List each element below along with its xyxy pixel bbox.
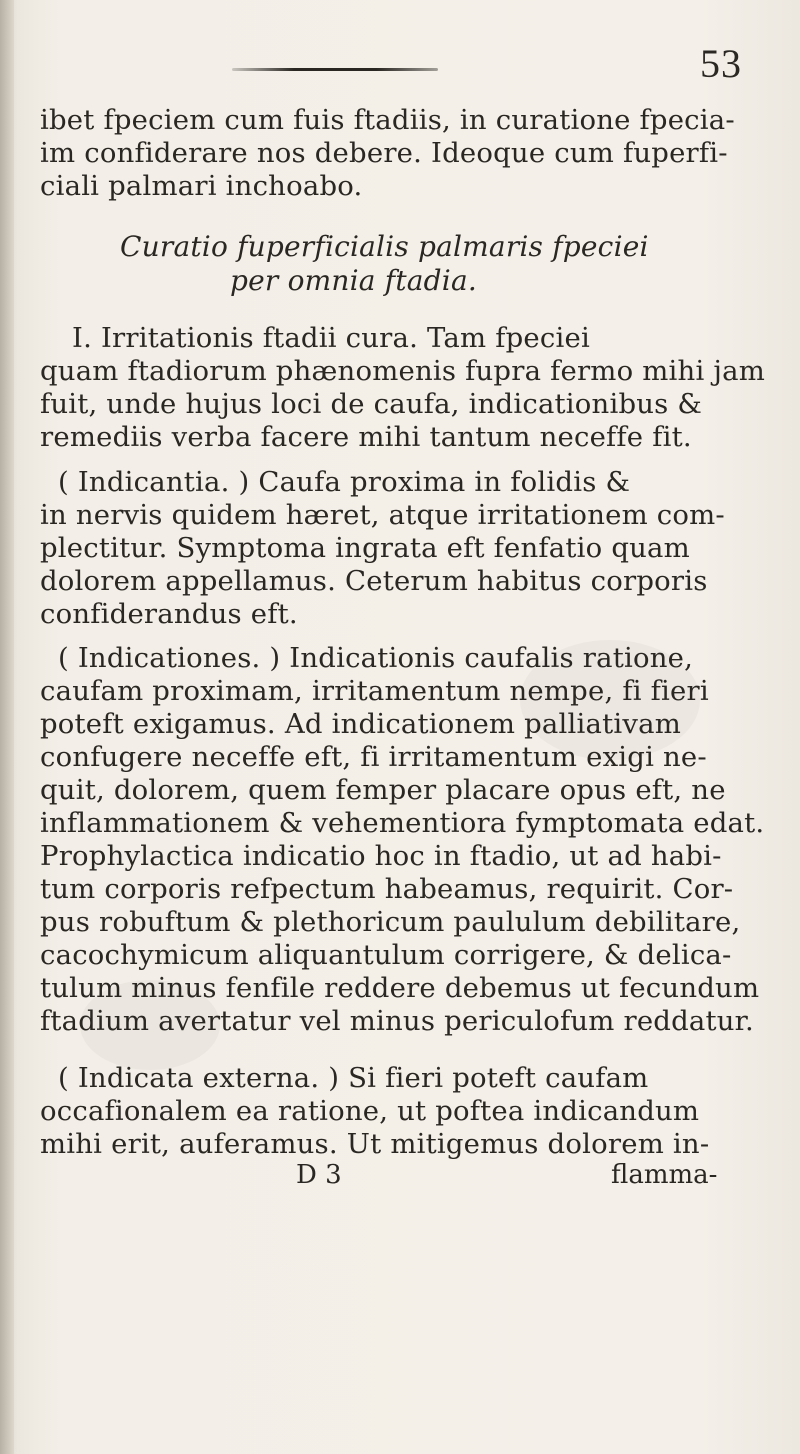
text-line: caufam proximam, irritamentum nempe, fi fieri xyxy=(40,675,709,707)
catchword: flamma- xyxy=(611,1160,718,1190)
text-line: poteft exigamus. Ad indicationem palliativam xyxy=(40,708,681,740)
text-line: cacochymicum aliquantulum corrigere, & delica- xyxy=(40,939,732,971)
text-line: I. Irritationis ftadii cura. Tam fpeciei xyxy=(72,322,590,354)
text-line: Prophylactica indicatio hoc in ftadio, ut ad habi- xyxy=(40,840,722,872)
section-heading: per omnia ftadia. xyxy=(230,264,477,297)
text-line: ibet fpeciem cum fuis ftadiis, in curatione fpecia- xyxy=(40,104,735,136)
text-line: inflammationem & vehementiora fymptomata edat. xyxy=(40,807,765,839)
text-line: confiderandus eft. xyxy=(40,598,298,630)
text-line: dolorem appellamus. Ceterum habitus corporis xyxy=(40,565,708,597)
text-line: ( Indicationes. ) Indicationis caufalis ratione, xyxy=(58,642,694,674)
header-rule xyxy=(232,68,438,71)
text-line: tum corporis refpectum habeamus, requirit. Cor- xyxy=(40,873,734,905)
text-line: mihi erit, auferamus. Ut mitigemus dolorem in- xyxy=(40,1128,710,1160)
section-heading: Curatio fuperficialis palmaris fpeciei xyxy=(120,230,649,263)
text-line: plectitur. Symptoma ingrata eft fenfatio quam xyxy=(40,532,690,564)
text-line: im confiderare nos debere. Ideoque cum fuperfi- xyxy=(40,137,728,169)
signature-mark: D 3 xyxy=(296,1160,342,1190)
text-line: pus robuftum & plethoricum paululum debilitare, xyxy=(40,906,741,938)
text-line: quit, dolorem, quem femper placare opus eft, ne xyxy=(40,774,726,806)
text-line: ( Indicantia. ) Caufa proxima in folidis & xyxy=(58,466,631,498)
text-line: fuit, unde hujus loci de caufa, indicationibus & xyxy=(40,388,703,420)
text-line: ciali palmari inchoabo. xyxy=(40,170,363,202)
text-line: remediis verba facere mihi tantum neceffe fit. xyxy=(40,421,692,453)
text-line: in nervis quidem hæret, atque irritationem com- xyxy=(40,499,725,531)
text-line: confugere neceffe eft, fi irritamentum exigi ne- xyxy=(40,741,707,773)
page-number: 53 xyxy=(700,41,742,86)
text-line: ftadium avertatur vel minus periculofum reddatur. xyxy=(40,1005,754,1037)
text-line: occafionalem ea ratione, ut poftea indicandum xyxy=(40,1095,700,1127)
text-line: tulum minus fenfile reddere debemus ut fecundum xyxy=(40,972,760,1004)
text-line: quam ftadiorum phænomenis fupra fermo mihi jam xyxy=(40,355,765,387)
page-gutter xyxy=(0,0,14,1454)
text-line: ( Indicata externa. ) Si fieri poteft caufam xyxy=(58,1062,649,1094)
